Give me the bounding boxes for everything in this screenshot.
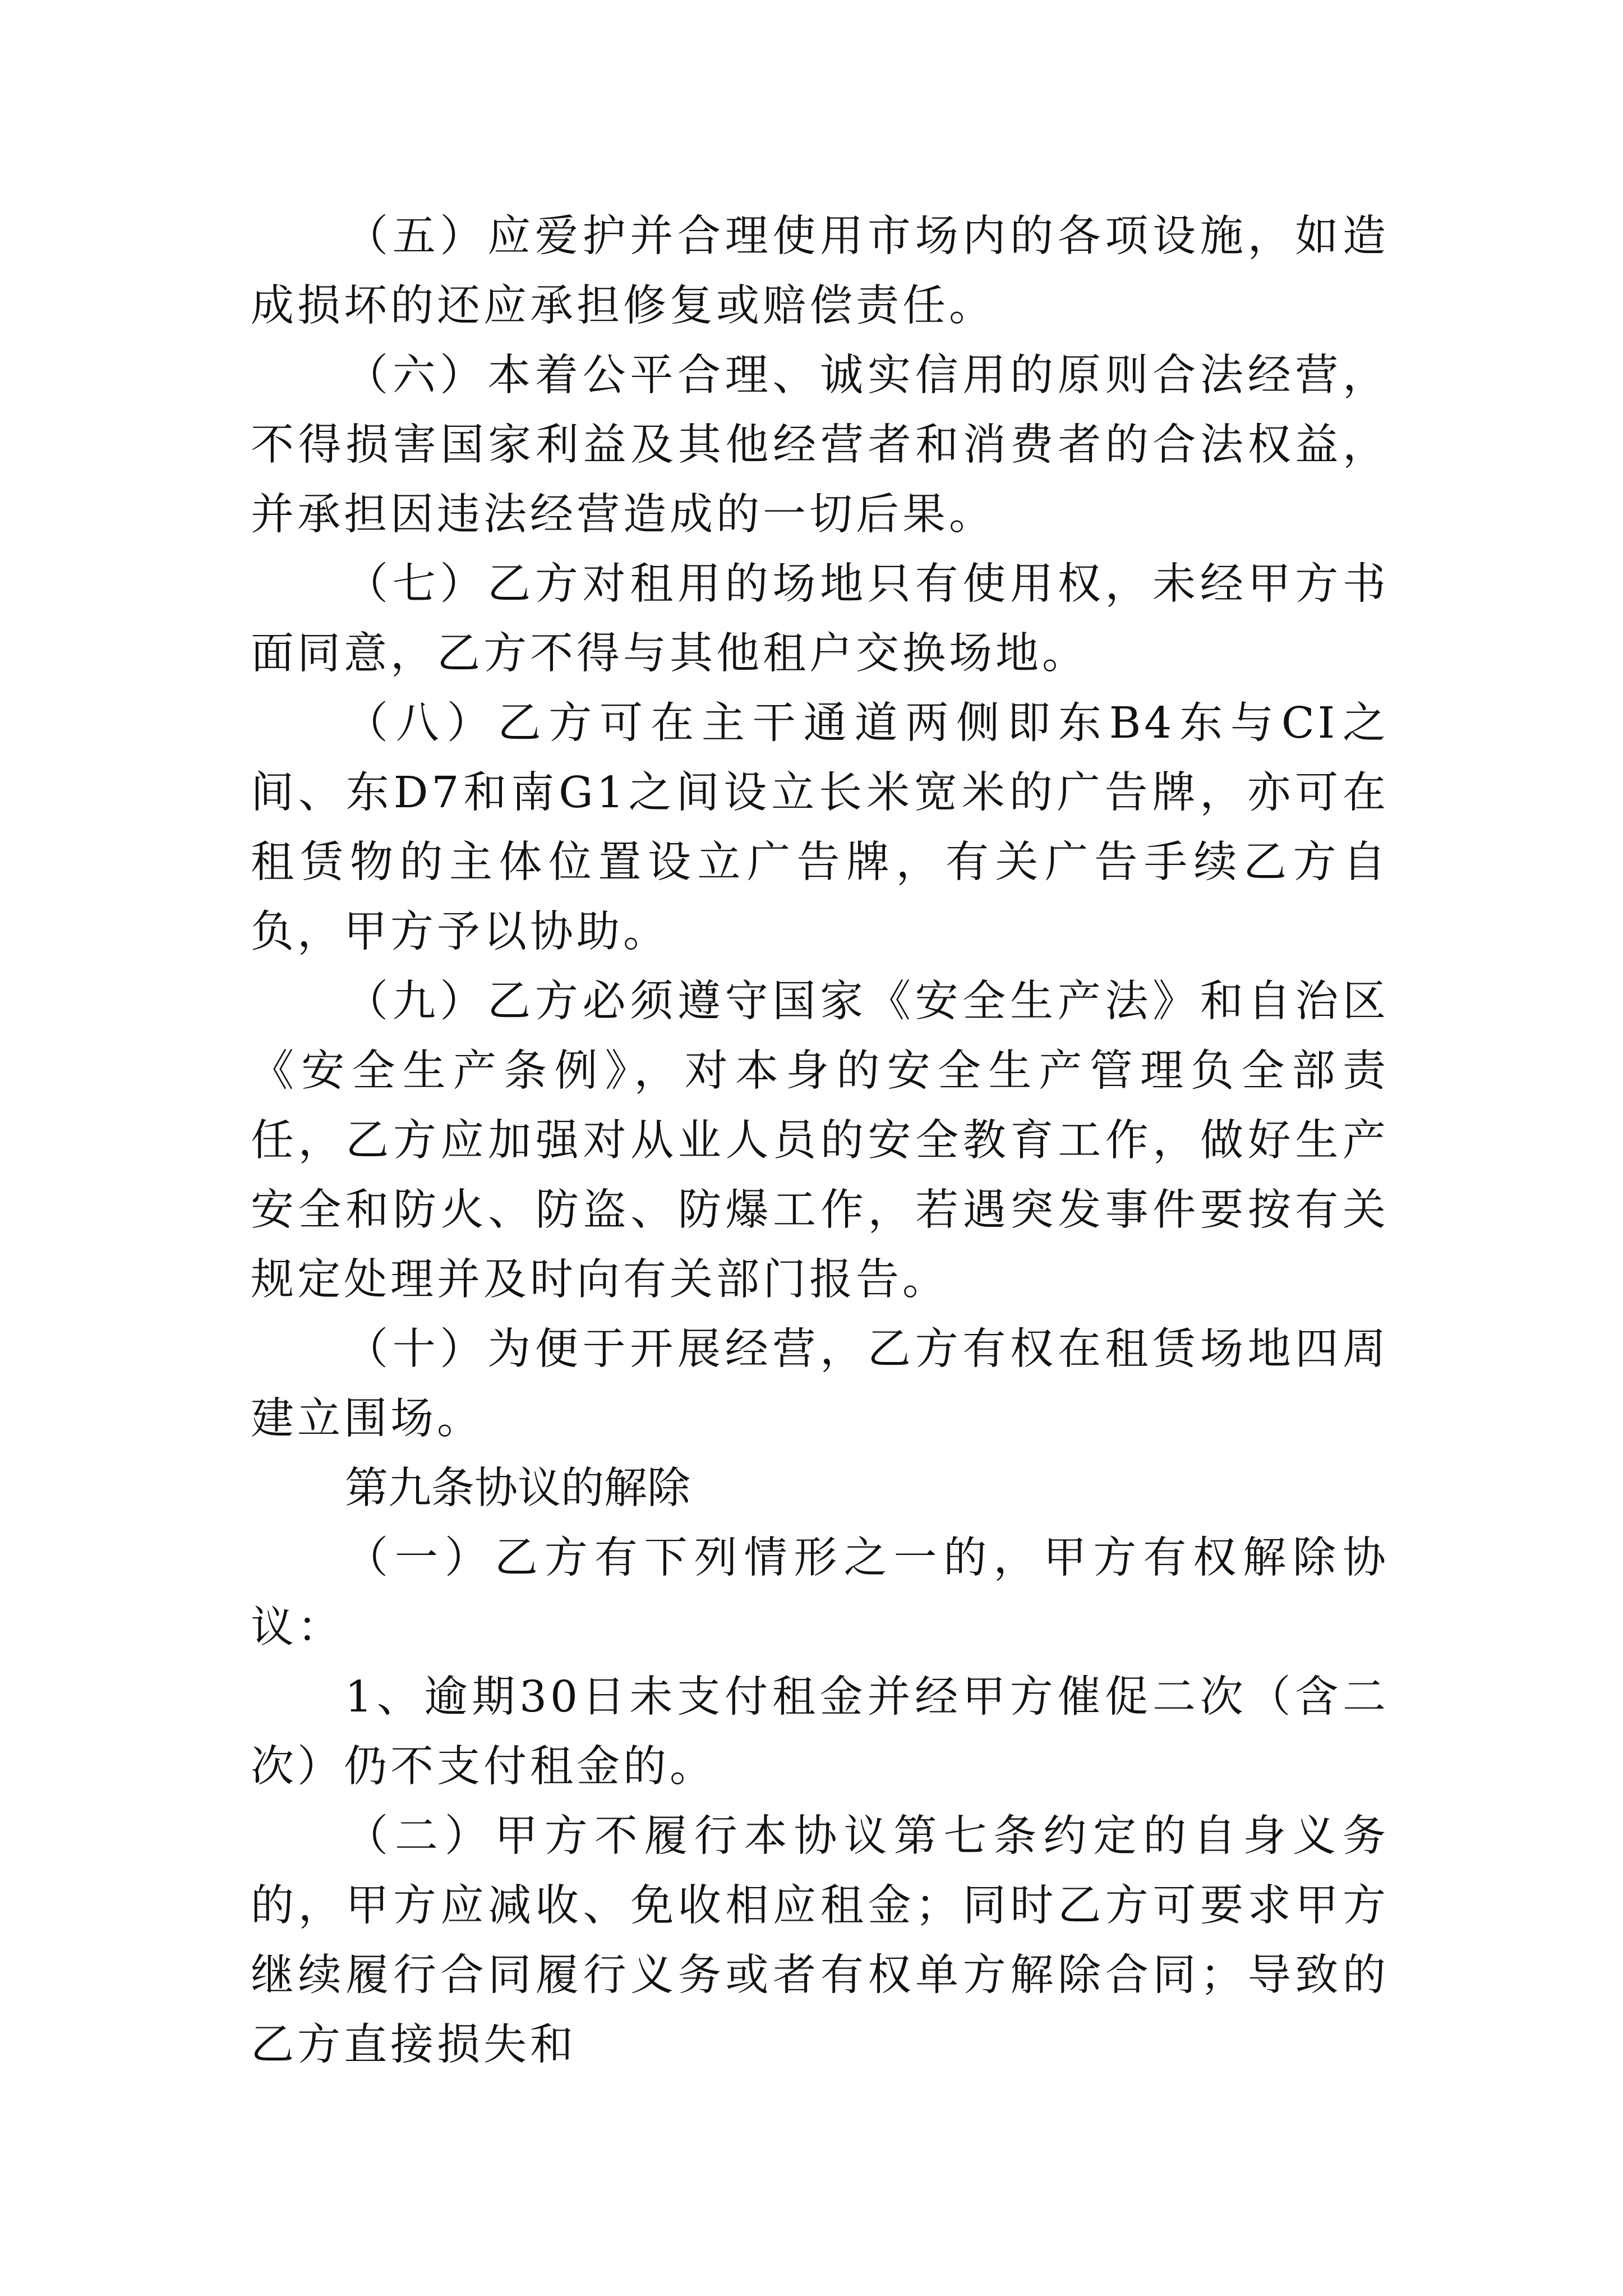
- article-heading: 第九条协议的解除: [345, 1464, 690, 1513]
- clause-paragraph-8: （八）乙方可在主干通道两侧即东B4东与CI之间、东D7和南G1之间设立长米宽米的广告牌，亦可在租赁物的主体位置设立广告牌，有关广告手续乙方自负，甲方予以协助。: [251, 698, 1389, 957]
- clause-paragraph-9: （九）乙方必须遵守国家《安全生产法》和自治区《安全生产条例》，对本身的安全生产管理负全部责任，乙方应加强对从业人员的安全教育工作，做好生产安全和防火、防盗、防爆工作，若遇突发事件要按有关规定处理并及时向有关部门报告。: [251, 977, 1389, 1305]
- clause-paragraph-5: （五）应爱护并合理使用市场内的各项设施，如造成损坏的还应承担修复或赔偿责任。: [251, 211, 1389, 331]
- termination-paragraph-2: （二）甲方不履行本协议第七条约定的自身义务的，甲方应减收、免收相应租金；同时乙方可要求甲方继续履行合同履行义务或者有权单方解除合同；导致的乙方直接损失和: [251, 1811, 1389, 2070]
- clause-paragraph-10: （十）为便于开展经营，乙方有权在租赁场地四周建立围场。: [251, 1324, 1389, 1444]
- clause-paragraph-6: （六）本着公平合理、诚实信用的原则合法经营，不得损害国家利益及其他经营者和消费者的合法权益，并承担因违法经营造成的一切后果。: [251, 351, 1389, 540]
- clause-paragraph-7: （七）乙方对租用的场地只有使用权，未经甲方书面同意，乙方不得与其他租户交换场地。: [251, 559, 1389, 679]
- document-body: [251, 202, 1389, 2080]
- termination-item-1: 1、逾期30日未支付租金并经甲方催促二次（含二次）仍不支付租金的。: [251, 1672, 1389, 1792]
- termination-paragraph-1: （一）乙方有下列情形之一的，甲方有权解除协议：: [251, 1533, 1389, 1653]
